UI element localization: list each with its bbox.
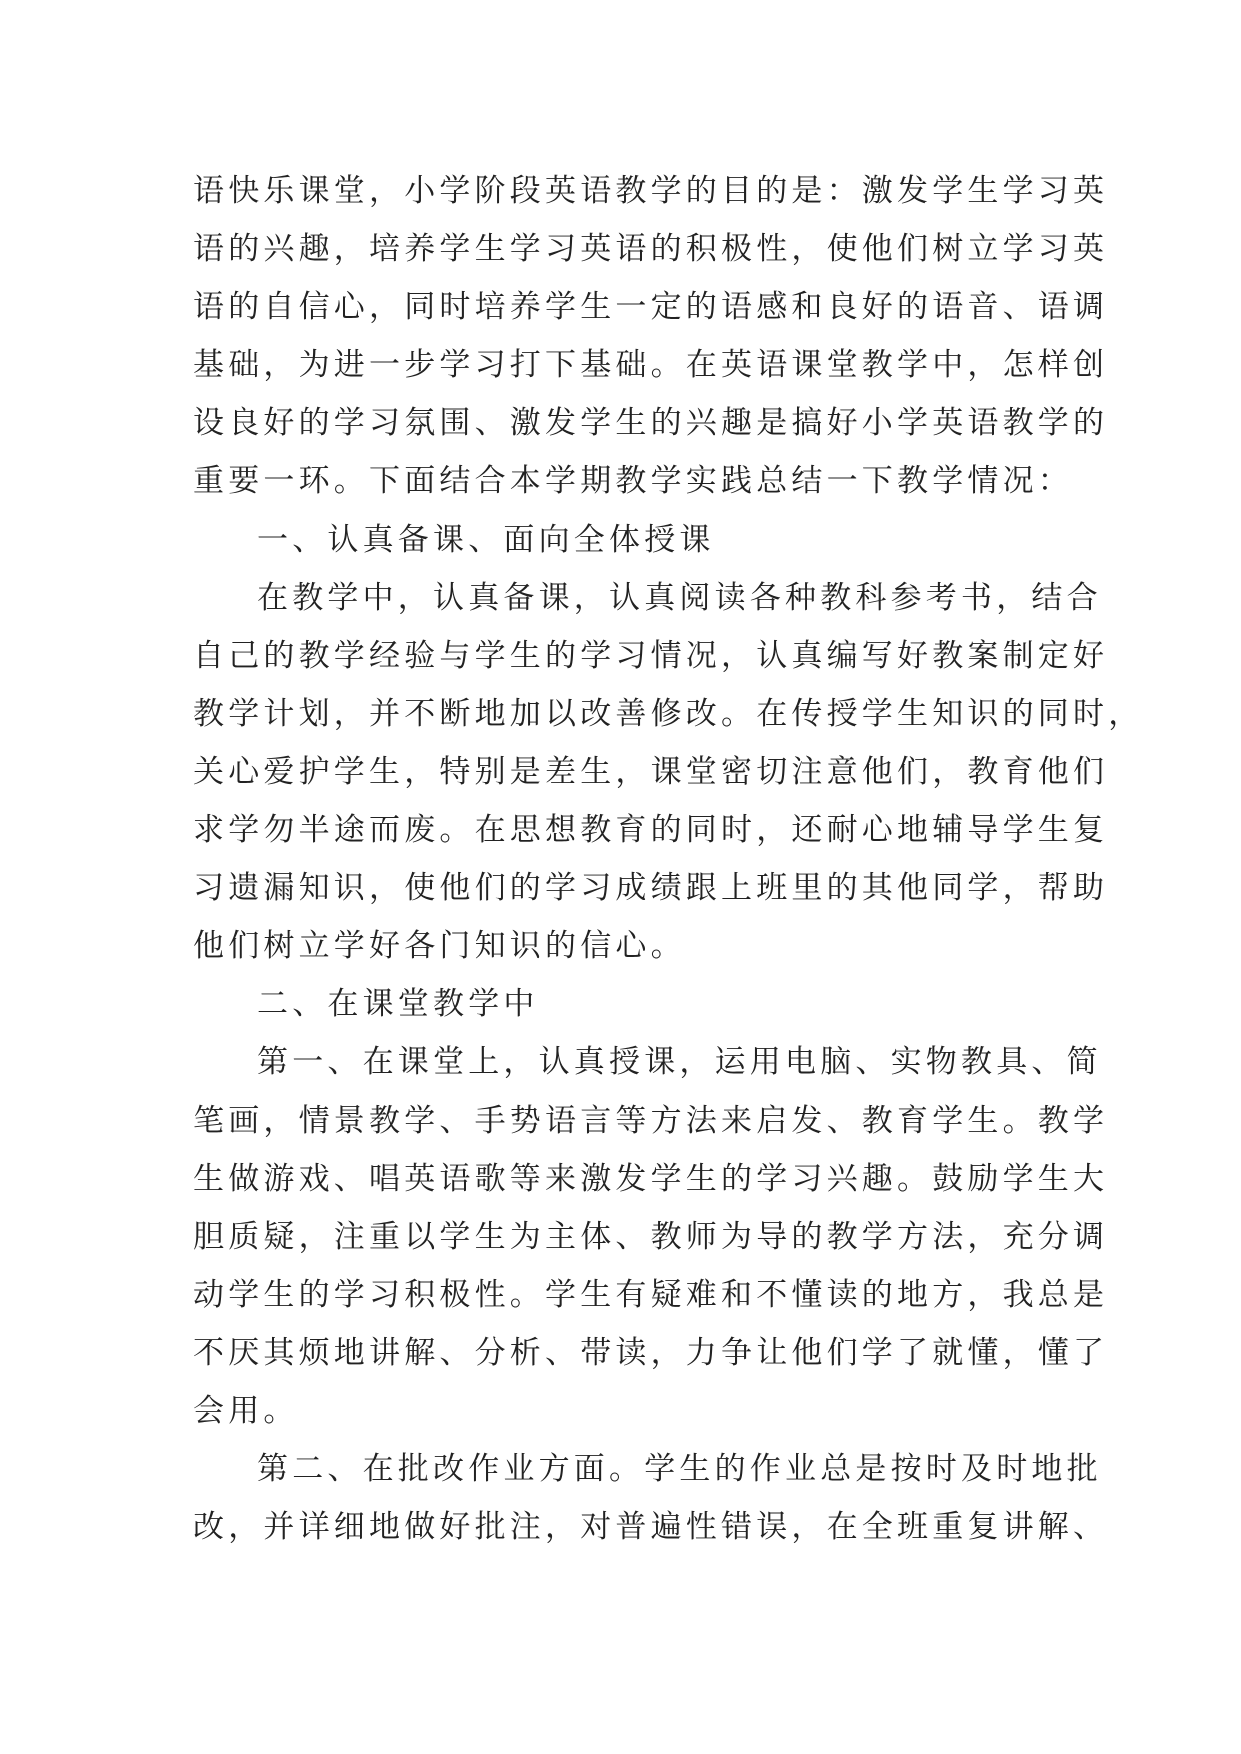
text-line: 会用。 [193,1392,299,1429]
document-body [193,162,1144,1556]
section-heading-2: 二、在课堂教学中 [257,986,539,1023]
text-line: 笔画，情景教学、手势语言等方法来启发、教育学生。教学 [193,1102,1109,1139]
text-line: 他们树立学好各门知识的信心。 [193,928,686,965]
text-line: 胆质疑，注重以学生为主体、教师为导的教学方法，充分调 [193,1218,1109,1255]
text-line: 生做游戏、唱英语歌等来激发学生的学习兴趣。鼓励学生大 [193,1160,1109,1197]
text-line: 基础，为进一步学习打下基础。在英语课堂教学中，怎样创 [193,347,1109,384]
text-line: 习遗漏知识，使他们的学习成绩跟上班里的其他同学，帮助 [193,870,1109,907]
text-line: 语的兴趣，培养学生学习英语的积极性，使他们树立学习英 [193,231,1109,268]
text-line: 教学计划，并不断地加以改善修改。在传授学生知识的同时， [193,695,1144,732]
paragraph-start: 第二、在批改作业方面。学生的作业总是按时及时地批 [257,1451,1102,1488]
paragraph-start: 第一、在课堂上，认真授课，运用电脑、实物教具、简 [257,1044,1102,1081]
text-line: 重要一环。下面结合本学期教学实践总结一下教学情况： [193,463,1073,500]
paragraph-start: 在教学中，认真备课，认真阅读各种教科参考书，结合 [257,579,1102,616]
text-line: 设良好的学习氛围、激发学生的兴趣是搞好小学英语教学的 [193,405,1109,442]
section-heading-1: 一、认真备课、面向全体授课 [257,521,715,558]
text-line: 动学生的学习积极性。学生有疑难和不懂读的地方，我总是 [193,1276,1109,1313]
text-line: 不厌其烦地讲解、分析、带读，力争让他们学了就懂，懂了 [193,1334,1109,1371]
text-line: 语快乐课堂，小学阶段英语教学的目的是：激发学生学习英 [193,173,1109,209]
text-line: 关心爱护学生，特别是差生，课堂密切注意他们，教育他们 [193,753,1109,790]
text-line: 自己的教学经验与学生的学习情况，认真编写好教案制定好 [193,637,1109,674]
text-line: 改，并详细地做好批注，对普遍性错误，在全班重复讲解、 [193,1509,1109,1546]
text-line: 求学勿半途而废。在思想教育的同时，还耐心地辅导学生复 [193,812,1109,849]
text-line: 语的自信心，同时培养学生一定的语感和良好的语音、语调 [193,289,1109,326]
